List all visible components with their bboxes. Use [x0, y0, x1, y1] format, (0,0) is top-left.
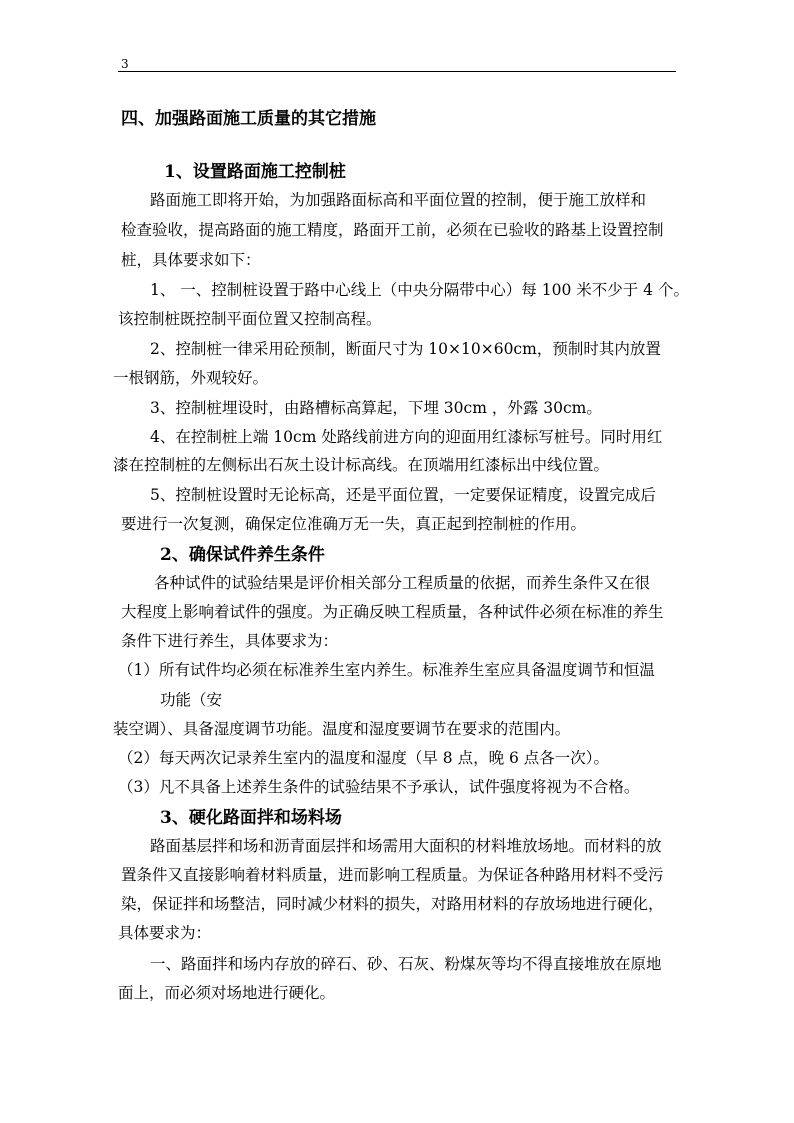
section-2-line: 各种试件的试验结果是评价相关部分工程质量的依据，而养生条件又在很	[154, 574, 651, 592]
section-2-line: （1）所有试件均必须在标准养生室内养生。标准养生室应具备温度调节和恒温	[118, 661, 655, 679]
section-3-line: 一、路面拌和场内存放的碎石、砂、石灰、粉煤灰等均不得直接堆放在原地	[150, 955, 662, 973]
section-1-line: 4、在控制桩上端 10cm 处路线前进方向的迎面用红漆标写桩号。同时用红	[150, 428, 663, 446]
section-1-line: 漆在控制桩的左侧标出石灰土设计标高线。在顶端用红漆标出中线位置。	[113, 456, 610, 474]
section-3-line: 具体要求为：	[118, 924, 212, 942]
section-2-line: （3）凡不具备上述养生条件的试验结果不予承认，试件强度将视为不合格。	[118, 778, 640, 796]
section-1-line: 该控制桩既控制平面位置又控制高程。	[118, 310, 382, 328]
section-1-line: 一根钢筋，外观较好。	[113, 369, 269, 387]
section-2-line: 装空调）、具备湿度调节功能。温度和湿度要调节在要求的范围内。	[113, 720, 571, 738]
section-1-line: 路面施工即将开始，为加强路面标高和平面位置的控制，便于施工放样和	[150, 191, 647, 209]
section-2-line: 功能（安	[160, 691, 223, 709]
section-3-line: 面上，而必须对场地进行硬化。	[118, 984, 336, 1002]
section-1-line: 1、 一、控制桩设置于路中心线上（中央分隔带中心）每 100 米不少于 4 个。	[150, 281, 689, 299]
section-2-line: 大程度上影响着试件的强度。为正确反映工程质量，各种试件必须在标准的养生	[121, 603, 664, 621]
section-2-line: 条件下进行养生，具体要求为：	[121, 632, 339, 650]
section-1-line: 要进行一次复测，确保定位准确万无一失，真正起到控制桩的作用。	[121, 515, 587, 533]
section-1-line: 检查验收，提高路面的施工精度，路面开工前，必须在已验收的路基上设置控制	[121, 221, 664, 239]
section-3-line: 路面基层拌和场和沥青面层拌和场需用大面积的材料堆放场地。而材料的放	[150, 837, 662, 855]
section-3-line: 染，保证拌和场整洁，同时减少材料的损失，对路用材料的存放场地进行硬化，	[121, 895, 664, 913]
section-2-heading: 2、确保试件养生条件	[160, 545, 325, 565]
section-1-heading: 1、设置路面施工控制桩	[164, 162, 346, 182]
page-number: 3	[121, 57, 129, 71]
main-title: 四、加强路面施工质量的其它措施	[121, 109, 376, 129]
section-3-line: 置条件又直接影响着材料质量，进而影响工程质量。为保证各种路用材料不受污	[121, 866, 664, 884]
section-1-line: 2、控制桩一律采用砼预制，断面尺寸为 10×10×60cm，预制时其内放置	[150, 340, 661, 358]
section-1-line: 3、控制桩埋设时，由路槽标高算起，下埋 30cm ，外露 30cm。	[150, 399, 602, 417]
section-3-heading: 3、硬化路面拌和场料场	[160, 808, 342, 828]
section-1-line: 桩，具体要求如下：	[121, 251, 261, 269]
header-rule	[118, 71, 676, 72]
section-1-line: 5、控制桩设置时无论标高，还是平面位置，一定要保证精度，设置完成后	[150, 486, 656, 504]
section-2-line: （2）每天两次记录养生室内的温度和湿度（早 8 点，晚 6 点各一次）。	[118, 749, 610, 767]
